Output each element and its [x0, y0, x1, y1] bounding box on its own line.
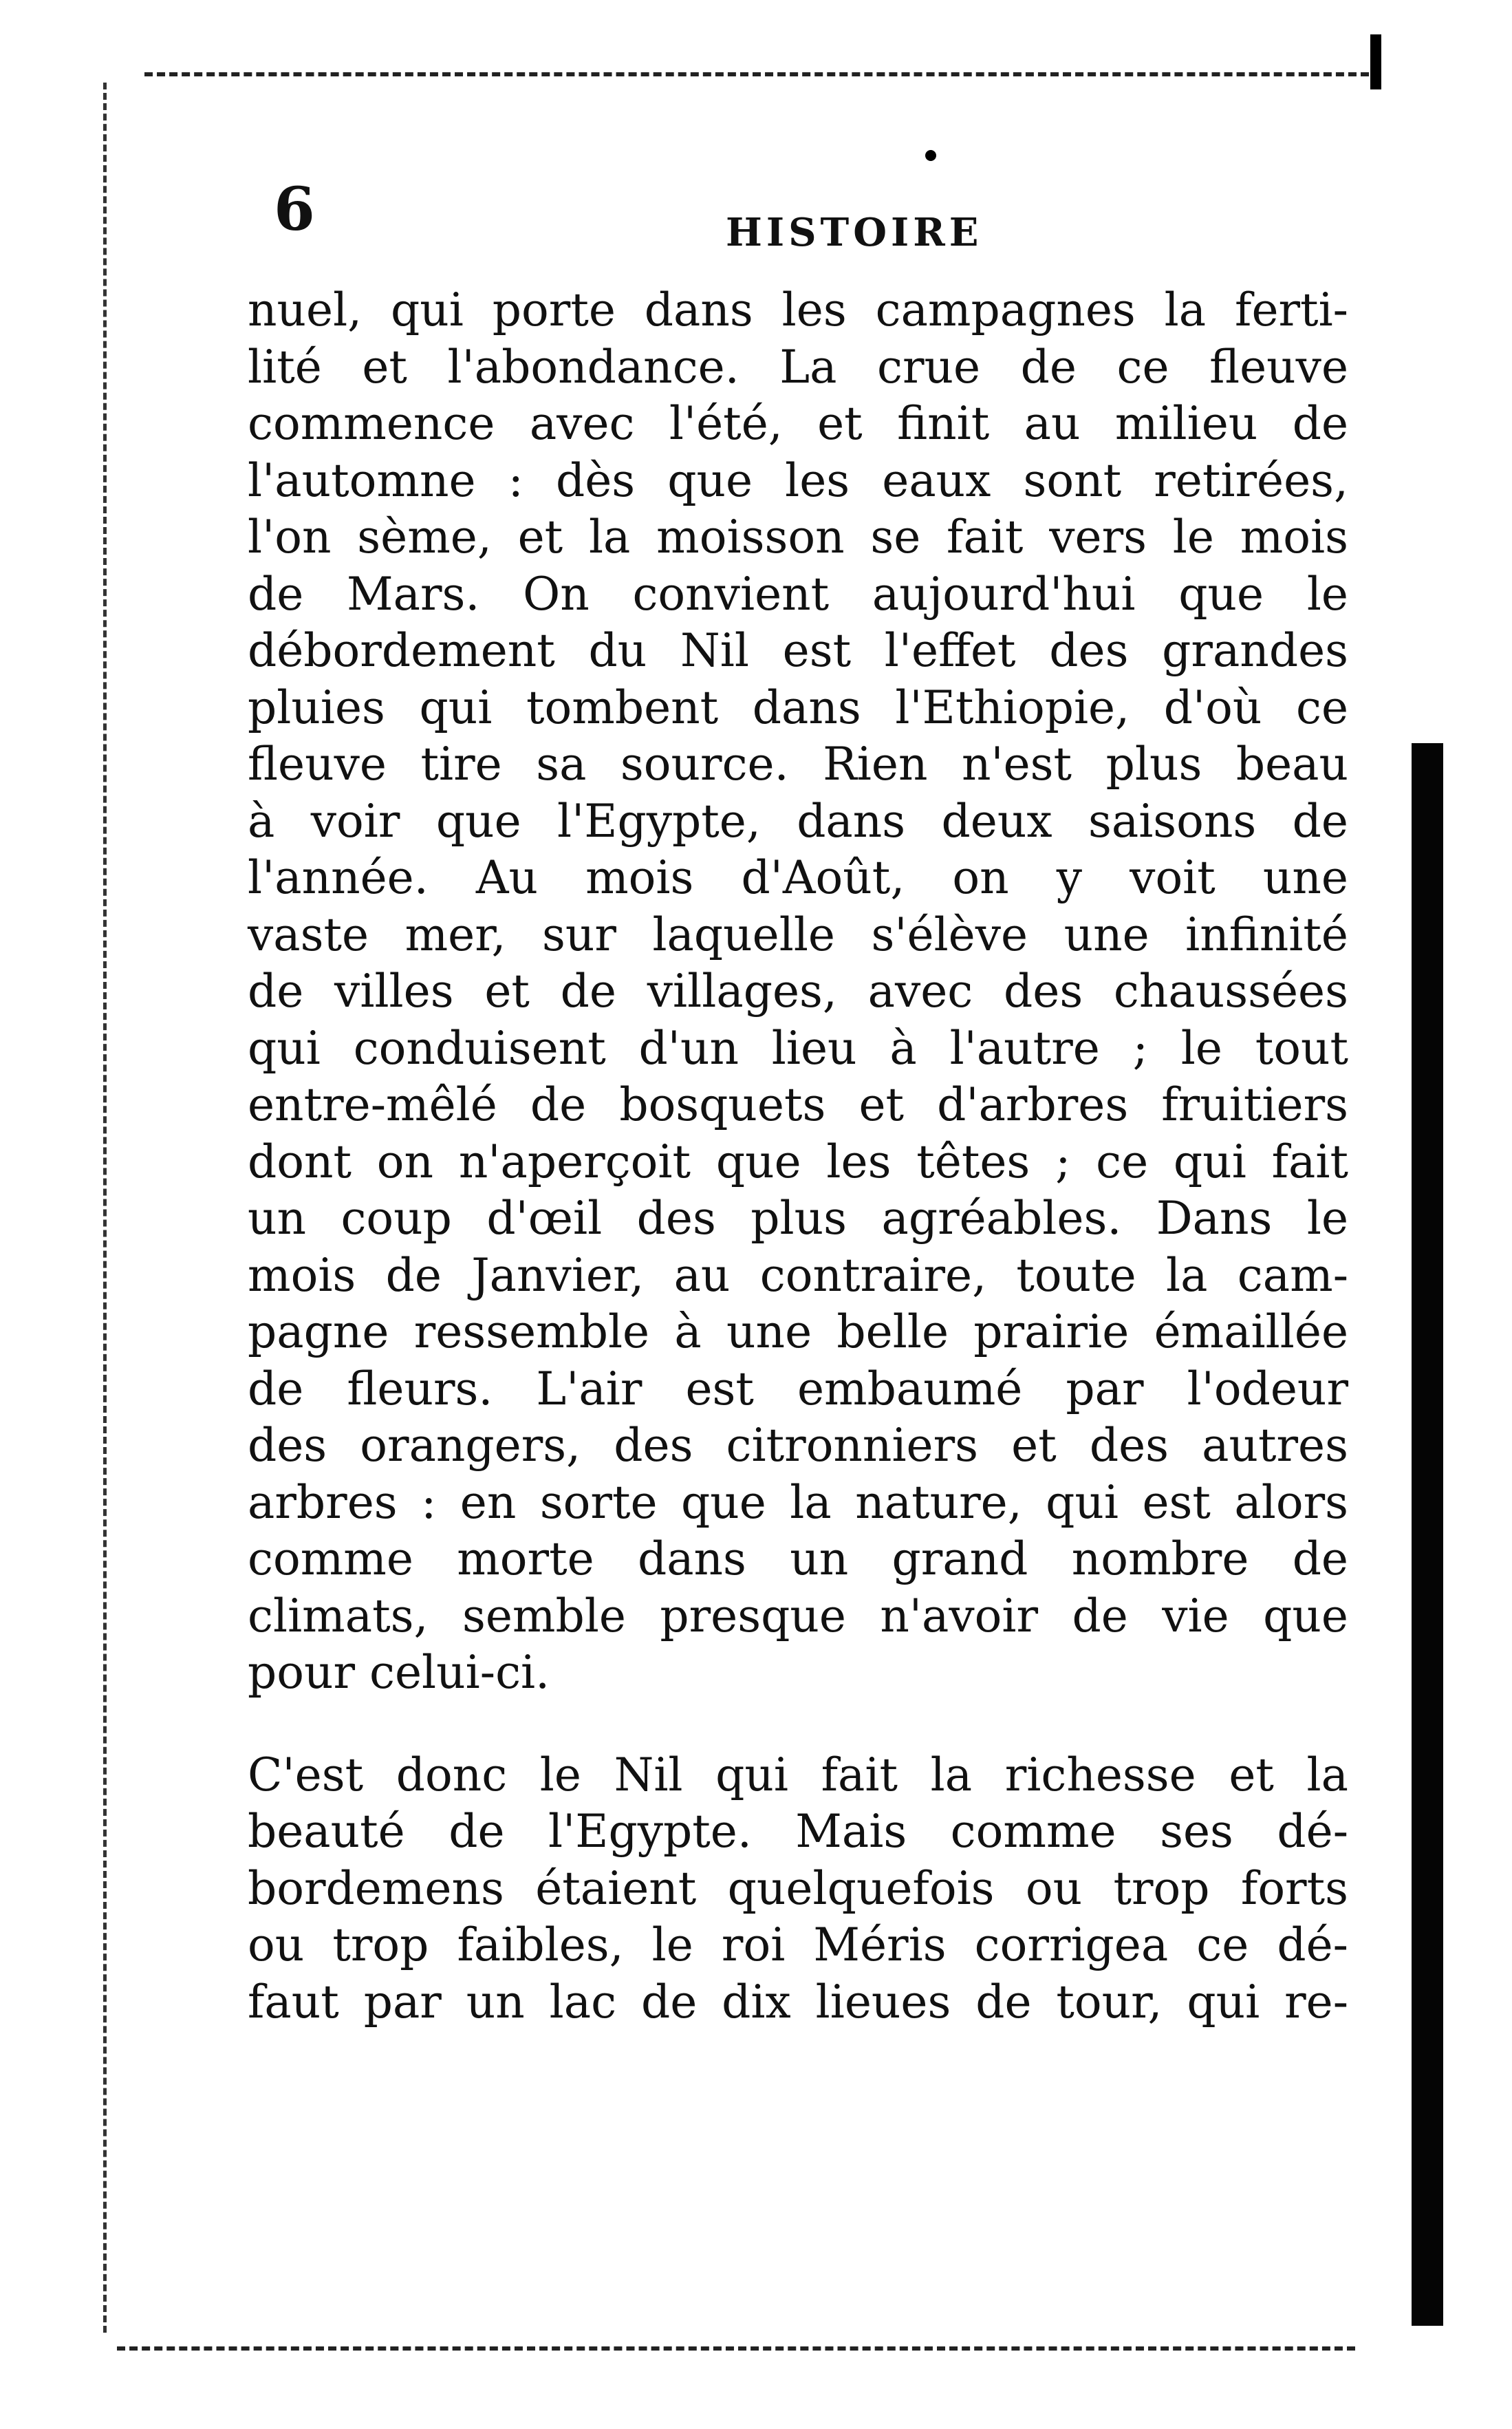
- text-line: pour celui-ci.: [248, 1646, 550, 1699]
- text-line: dont on n'aperçoit que les têtes ; ce qui fait: [248, 1135, 1348, 1188]
- text-line: faut par un lac de dix lieues de tour, qui re-: [248, 1975, 1348, 2029]
- text-line: de villes et de villages, avec des chaussées: [248, 965, 1348, 1018]
- text-line: fleuve tire sa source. Rien n'est plus beau: [248, 738, 1348, 791]
- text-line: débordement du Nil est l'effet des grandes: [248, 624, 1348, 677]
- text-line: à voir que l'Egypte, dans deux saisons de: [248, 794, 1348, 848]
- text-line: des orangers, des citronniers et des autres: [248, 1419, 1348, 1472]
- text-line: l'on sème, et la moisson se fait vers le mois: [248, 511, 1348, 564]
- scan-corner-mark: [1370, 34, 1381, 89]
- text-line: C'est donc le Nil qui fait la richesse et la: [248, 1748, 1348, 1801]
- text-line: comme morte dans un grand nombre de: [248, 1532, 1348, 1585]
- text-line: l'année. Au mois d'Août, on y voit une: [248, 851, 1348, 904]
- text-line: vaste mer, sur laquelle s'élève une infinité: [248, 908, 1348, 961]
- text-line: pagne ressemble à une belle prairie émaillée: [248, 1305, 1348, 1358]
- scan-edge-shadow: [1412, 743, 1443, 2326]
- text-line: bordemens étaient quelquefois ou trop forts: [248, 1861, 1348, 1915]
- text-line: climats, semble presque n'avoir de vie que: [248, 1589, 1348, 1642]
- text-line: pluies qui tombent dans l'Ethiopie, d'où ce: [248, 681, 1348, 734]
- scan-border-top: [144, 72, 1369, 76]
- text-line: qui conduisent d'un lieu à l'autre ; le tout: [248, 1021, 1348, 1075]
- scan-border-left: [103, 83, 107, 2333]
- text-line: beauté de l'Egypte. Mais comme ses dé-: [248, 1805, 1348, 1858]
- paragraph: [248, 1747, 1348, 2031]
- scan-dot: [925, 150, 936, 161]
- text-line: l'automne : dès que les eaux sont retirées,: [248, 453, 1348, 507]
- text-line: entre-mêlé de bosquets et d'arbres fruitiers: [248, 1078, 1348, 1131]
- body-text: [248, 282, 1348, 2031]
- text-line: un coup d'œil des plus agréables. Dans le: [248, 1192, 1348, 1245]
- text-line: lité et l'abondance. La crue de ce fleuve: [248, 340, 1348, 394]
- text-line: commence avec l'été, et finit au milieu de: [248, 397, 1348, 450]
- text-line: de fleurs. L'air est embaumé par l'odeur: [248, 1362, 1348, 1415]
- page-number: 6: [274, 175, 315, 244]
- running-head: HISTOIRE: [726, 210, 983, 255]
- paragraph-gap: [248, 1702, 1348, 1747]
- text-line: nuel, qui porte dans les campagnes la ferti-: [248, 283, 1348, 336]
- paragraph: [248, 282, 1348, 1702]
- text-line: arbres : en sorte que la nature, qui est alors: [248, 1475, 1348, 1529]
- text-line: ou trop faibles, le roi Méris corrigea ce dé-: [248, 1918, 1348, 1971]
- text-line: de Mars. On convient aujourd'hui que le: [248, 567, 1348, 621]
- scan-border-bottom: [117, 2346, 1355, 2351]
- text-line: mois de Janvier, au contraire, toute la cam-: [248, 1248, 1348, 1302]
